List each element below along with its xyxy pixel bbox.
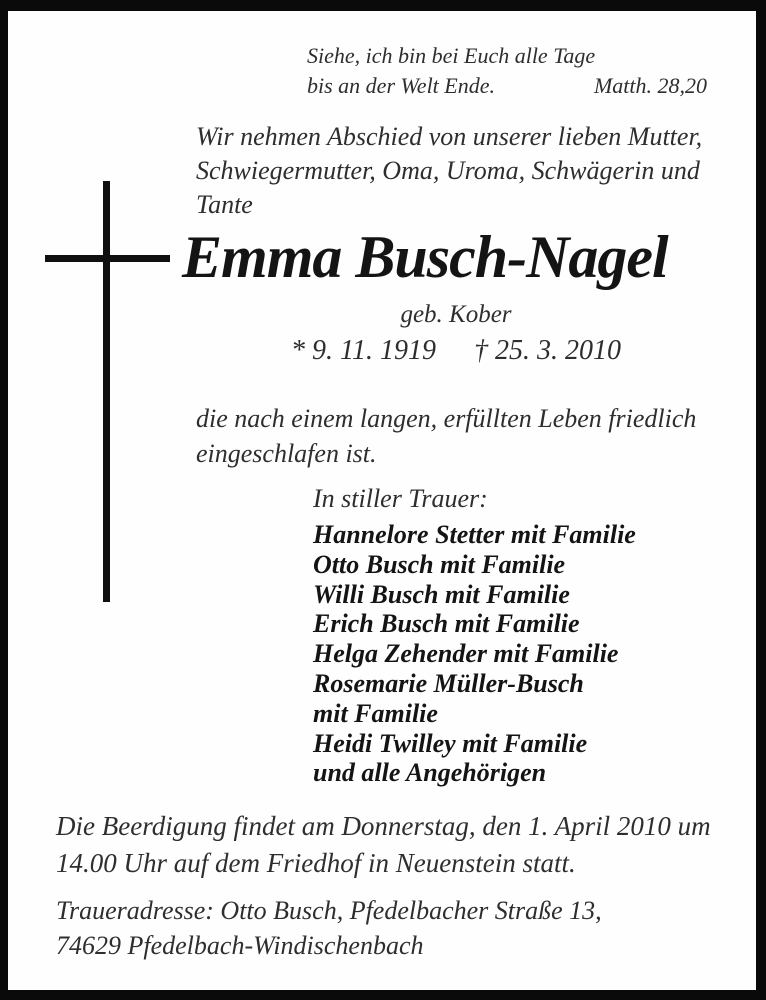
farewell-intro-line3: Tante [196,190,253,219]
deceased-name: Emma Busch-Nagel [182,224,668,290]
mourning-heading: In stiller Trauer: [313,484,488,513]
mourner-line: Otto Busch mit Familie [313,549,566,579]
cross-horizontal-bar [45,255,170,262]
funeral-info [56,808,711,882]
passing-text-line1: die nach einem langen, erfüllten Leben friedlich [196,404,697,433]
cross-vertical-bar [103,181,110,602]
funeral-info-line2: 14.00 Uhr auf dem Friedhof in Neuenstein statt. [56,848,576,878]
funeral-info-line1: Die Beerdigung findet am Donnerstag, den 1. April 2010 um [56,811,711,841]
mourner-line: Heidi Twilley mit Familie [313,728,588,758]
passing-text-line2: eingeschlafen ist. [196,439,377,468]
mourners-list [313,520,636,788]
mourner-line: Rosemarie Müller-Busch [313,668,584,698]
mourner-line: Erich Busch mit Familie [313,609,580,639]
farewell-intro-line2: Schwiegermutter, Oma, Uroma, Schwägerin und [196,156,700,185]
mourner-line: Helga Zehender mit Familie [313,639,619,669]
deceased-birth-name: geb. Kober [400,301,512,328]
bible-quote-line2: bis an der Welt Ende. [307,73,495,98]
mourning-address-line2: 74629 Pfedelbach-Windischenbach [56,931,424,960]
mourning-address-line1: Traueradresse: Otto Busch, Pfedelbacher Straße 13, [56,896,602,925]
mourner-line: mit Familie [313,698,438,728]
life-dates [196,334,716,368]
death-date: † 25. 3. 2010 [473,335,621,366]
birth-date: * 9. 11. 1919 [291,335,436,366]
bible-quote-line1: Siehe, ich bin bei Euch alle Tage [307,43,596,68]
bible-quote [307,41,707,101]
mourner-line: Hannelore Stetter mit Familie [313,520,636,549]
passing-text [196,401,696,471]
farewell-intro [196,120,702,222]
farewell-intro-line1: Wir nehmen Abschied von unserer lieben Mutter, [196,122,703,151]
mourner-line: Willi Busch mit Familie [313,579,570,609]
mourning-address [56,893,602,963]
bible-quote-reference: Matth. 28,20 [593,73,707,98]
mourner-line: und alle Angehörigen [313,758,547,788]
